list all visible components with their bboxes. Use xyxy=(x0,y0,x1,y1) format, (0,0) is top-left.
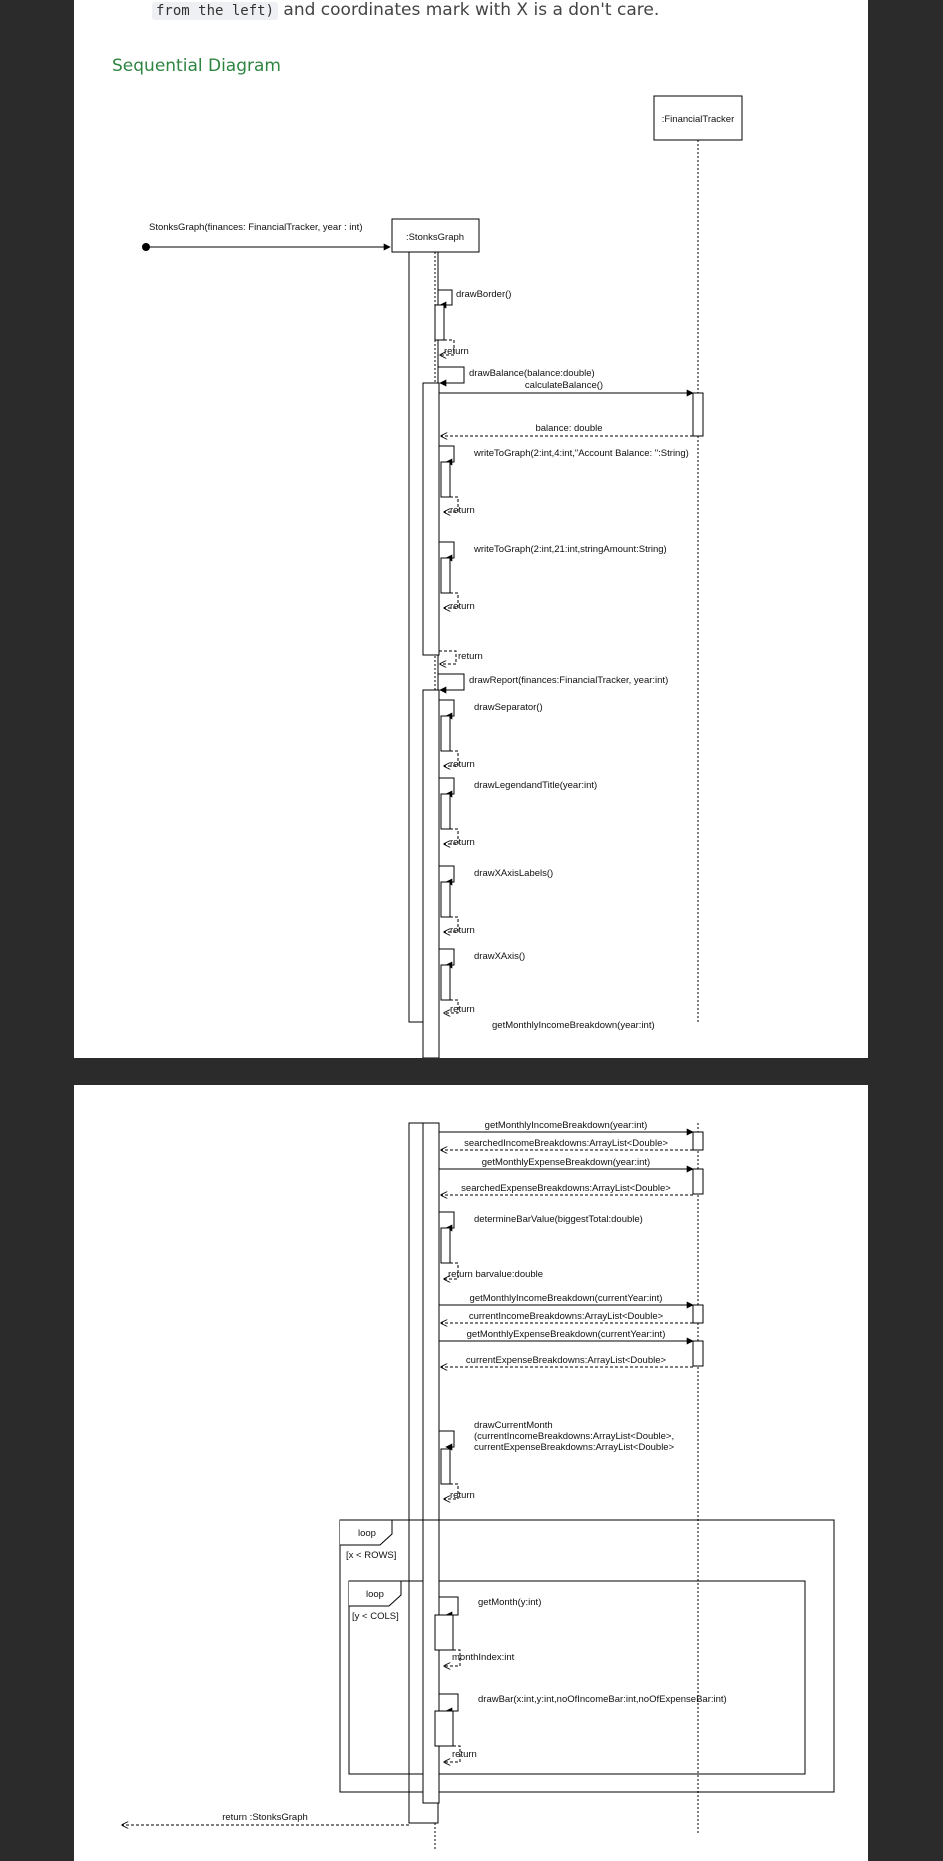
writetograph-activation-1 xyxy=(441,462,450,497)
current-income-label: currentIncomeBreakdowns:ArrayList<Double> xyxy=(468,1311,664,1322)
writetograph-label-2: writeToGraph(2:int,21:int,stringAmount:String) xyxy=(474,544,667,555)
financialtracker-activation-5 xyxy=(693,1341,703,1366)
drawseparator-activation xyxy=(441,716,450,751)
drawborder-activation xyxy=(435,305,444,340)
return-arrow-4 xyxy=(439,651,456,664)
getmonth-activation xyxy=(435,1615,453,1650)
drawxaxis-activation xyxy=(441,965,450,1000)
financialtracker-activation-4 xyxy=(693,1305,703,1323)
getexpense-current-label: getMonthlyExpenseBreakdown(currentYear:int) xyxy=(466,1329,666,1340)
drawbalance-activation xyxy=(423,383,439,655)
stonksgraph-label: :StonksGraph xyxy=(405,232,465,243)
return-label-8: return xyxy=(450,1004,475,1015)
drawxaxislabels-arrow xyxy=(439,866,454,882)
return-bar-label: return barvalue:double xyxy=(448,1269,544,1280)
determinebar-label: determineBarValue(biggestTotal:double) xyxy=(474,1214,643,1225)
writetograph-label-1: writeToGraph(2:int,4:int,"Account Balance: ":String) xyxy=(474,448,689,459)
outer-loop-guard: [x < ROWS] xyxy=(346,1550,397,1561)
financialtracker-activation-2 xyxy=(693,1132,703,1150)
clipped-label-top: getMonthlyIncomeBreakdown(year:int) xyxy=(492,1020,655,1031)
drawseparator-label: drawSeparator() xyxy=(474,702,543,713)
drawbar-label: drawBar(x:int,y:int,noOfIncomeBar:int,noOfExpenseBar:int) xyxy=(478,1694,727,1705)
financialtracker-label: :FinancialTracker xyxy=(661,114,735,125)
writetograph-arrow-1 xyxy=(439,446,454,462)
drawlegend-arrow xyxy=(439,778,454,794)
drawseparator-arrow xyxy=(439,700,454,716)
drawxaxis-arrow xyxy=(439,949,454,965)
drawborder-arrow xyxy=(438,290,452,305)
return-label-6: return xyxy=(450,837,475,848)
drawbar-activation xyxy=(435,1711,453,1746)
drawreport-label: drawReport(finances:FinancialTracker, year:int) xyxy=(469,675,669,686)
return-label-1: return xyxy=(444,346,469,357)
monthindex-label: monthIndex:int xyxy=(452,1652,515,1663)
drawcurrentmonth-label-2: (currentIncomeBreakdowns:ArrayList<Double>, xyxy=(474,1431,675,1442)
clipped-label-bottom: getMonthlyIncomeBreakdown(year:int) xyxy=(484,1120,648,1131)
balance-return-label: balance: double xyxy=(535,423,603,434)
document-page-1 xyxy=(74,0,868,1058)
determinebar-activation xyxy=(441,1228,450,1263)
drawbalance-arrow xyxy=(438,367,464,383)
drawlegend-activation xyxy=(441,794,450,829)
final-return-label: return :StonksGraph xyxy=(222,1812,308,1823)
drawcurrentmonth-arrow xyxy=(439,1431,454,1447)
drawxaxis-label: drawXAxis() xyxy=(474,951,526,962)
return-label-7: return xyxy=(450,925,475,936)
current-expense-label: currentExpenseBreakdowns:ArrayList<Double> xyxy=(465,1355,667,1366)
document-page-2 xyxy=(74,1085,868,1861)
getincome-current-label: getMonthlyIncomeBreakdown(currentYear:int) xyxy=(469,1293,663,1304)
searched-income-label: searchedIncomeBreakdowns:ArrayList<Double> xyxy=(464,1138,668,1149)
drawreport-activation-loop xyxy=(423,1520,439,1803)
financialtracker-activation-1 xyxy=(693,393,703,436)
determinebar-arrow xyxy=(439,1212,454,1228)
drawxaxislabels-label: drawXAxisLabels() xyxy=(474,868,554,879)
getmonth-label: getMonth(y:int) xyxy=(478,1597,542,1608)
intro-sentence: and coordinates mark with X is a don't care. xyxy=(278,0,660,20)
drawcurrentmonth-label-1: drawCurrentMonth xyxy=(474,1420,553,1431)
inner-loop-label: loop xyxy=(366,1589,384,1600)
drawreport-activation xyxy=(423,690,439,1058)
drawreport-arrow xyxy=(438,674,464,690)
return-label-10: return xyxy=(452,1749,477,1760)
getmonthlyexpense-label: getMonthlyExpenseBreakdown(year:int) xyxy=(481,1157,651,1168)
drawxaxislabels-activation xyxy=(441,882,450,917)
constructor-label: StonksGraph(finances: FinancialTracker, year : int) xyxy=(149,222,363,233)
return-label-9: return xyxy=(450,1490,475,1501)
drawbar-arrow xyxy=(439,1694,458,1711)
return-label-5: return xyxy=(450,759,475,770)
return-label-3: return xyxy=(450,601,475,612)
sequence-diagram-part-1 xyxy=(74,0,868,1058)
getmonth-arrow xyxy=(439,1597,458,1615)
sequence-diagram-part-2 xyxy=(74,1085,868,1861)
return-label-4: return xyxy=(458,651,483,662)
return-label-2: return xyxy=(450,505,475,516)
writetograph-activation-2 xyxy=(441,558,450,593)
searched-expense-label: searchedExpenseBreakdowns:ArrayList<Double> xyxy=(461,1183,671,1194)
outer-loop-label: loop xyxy=(358,1528,376,1539)
writetograph-arrow-2 xyxy=(439,542,454,558)
drawcurrentmonth-label-3: currentExpenseBreakdowns:ArrayList<Double> xyxy=(474,1442,675,1453)
drawbalance-label: drawBalance(balance:double) xyxy=(469,368,595,379)
inner-loop-guard: [y < COLS] xyxy=(352,1611,399,1622)
section-title: Sequential Diagram xyxy=(112,56,281,76)
calculatebalance-label: calculateBalance() xyxy=(524,380,604,391)
financialtracker-activation-3 xyxy=(693,1169,703,1194)
inline-code: from the left) xyxy=(152,2,278,20)
drawlegend-label: drawLegendandTitle(year:int) xyxy=(474,780,598,791)
drawborder-label: drawBorder() xyxy=(456,289,512,300)
drawcurrentmonth-activation xyxy=(441,1449,450,1484)
